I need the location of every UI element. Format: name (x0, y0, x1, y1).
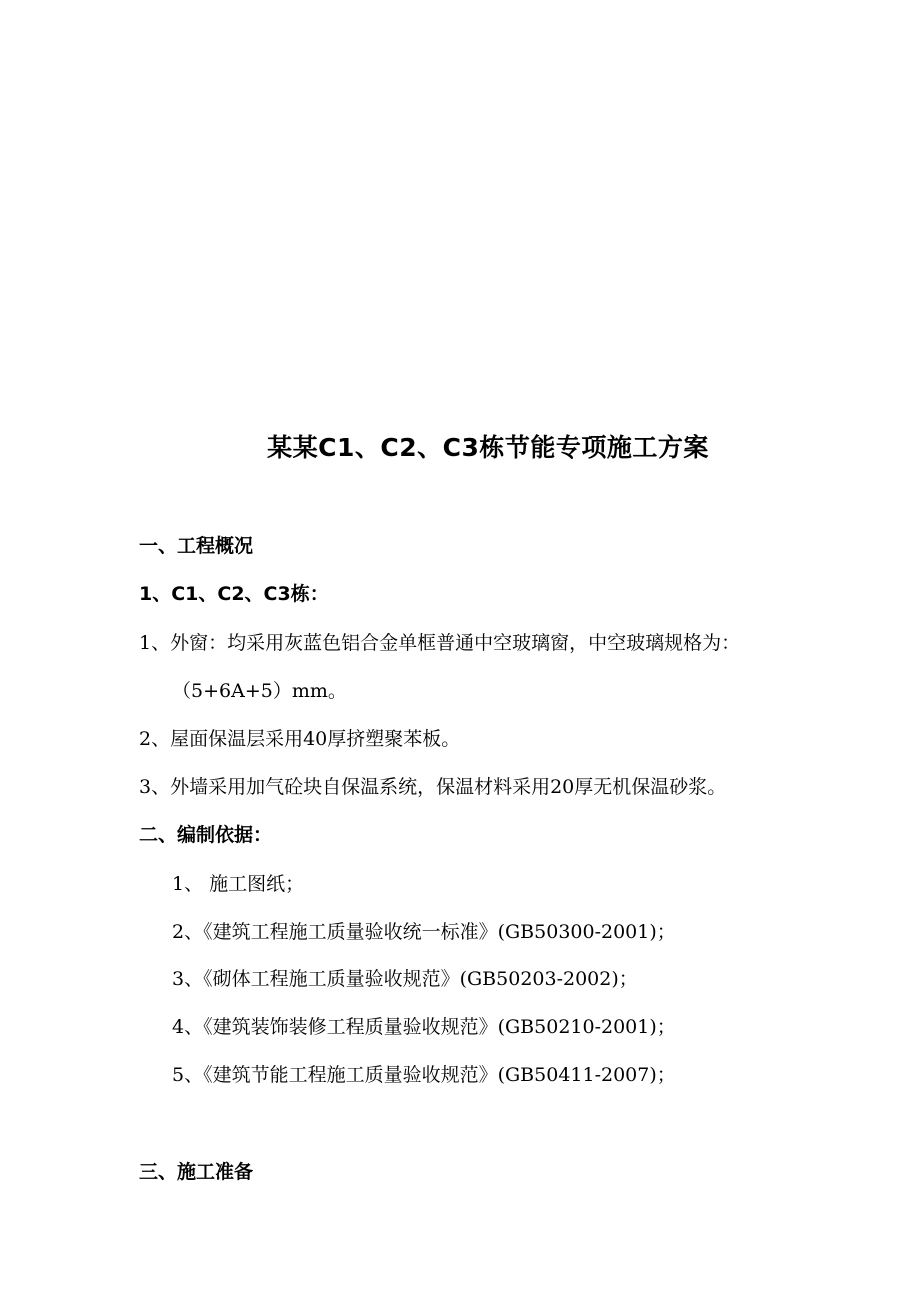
basis-item: 3、《砌体工程施工质量验收规范》(GB50203-2002)； (172, 968, 638, 990)
overview-item-windows: 1、外窗：均采用灰蓝色铝合金单框普通中空玻璃窗，中空玻璃规格为： (139, 632, 741, 654)
overview-item-roof: 2、屋面保温层采用40厚挤塑聚苯板。 (139, 728, 461, 750)
subheading-buildings: 1、C1、C2、C3栋： (139, 583, 329, 605)
overview-item-glass-spec: （5+6A+5）mm。 (172, 680, 347, 702)
basis-item: 1、 施工图纸； (172, 873, 305, 895)
section-heading-basis: 二、编制依据： (139, 824, 273, 846)
section-heading-preparation: 三、施工准备 (139, 1161, 254, 1183)
overview-item-wall: 3、外墙采用加气砼块自保温系统，保温材料采用20厚无机保温砂浆。 (139, 776, 727, 798)
basis-item: 2、《建筑工程施工质量验收统一标准》(GB50300-2001)； (172, 921, 676, 943)
basis-item: 5、《建筑节能工程施工质量验收规范》(GB50411-2007)； (172, 1064, 676, 1086)
document-title: 某某C1、C2、C3栋节能专项施工方案 (267, 433, 709, 462)
section-heading-overview: 一、工程概况 (139, 535, 254, 557)
basis-item: 4、《建筑装饰装修工程质量验收规范》(GB50210-2001)； (172, 1016, 676, 1038)
